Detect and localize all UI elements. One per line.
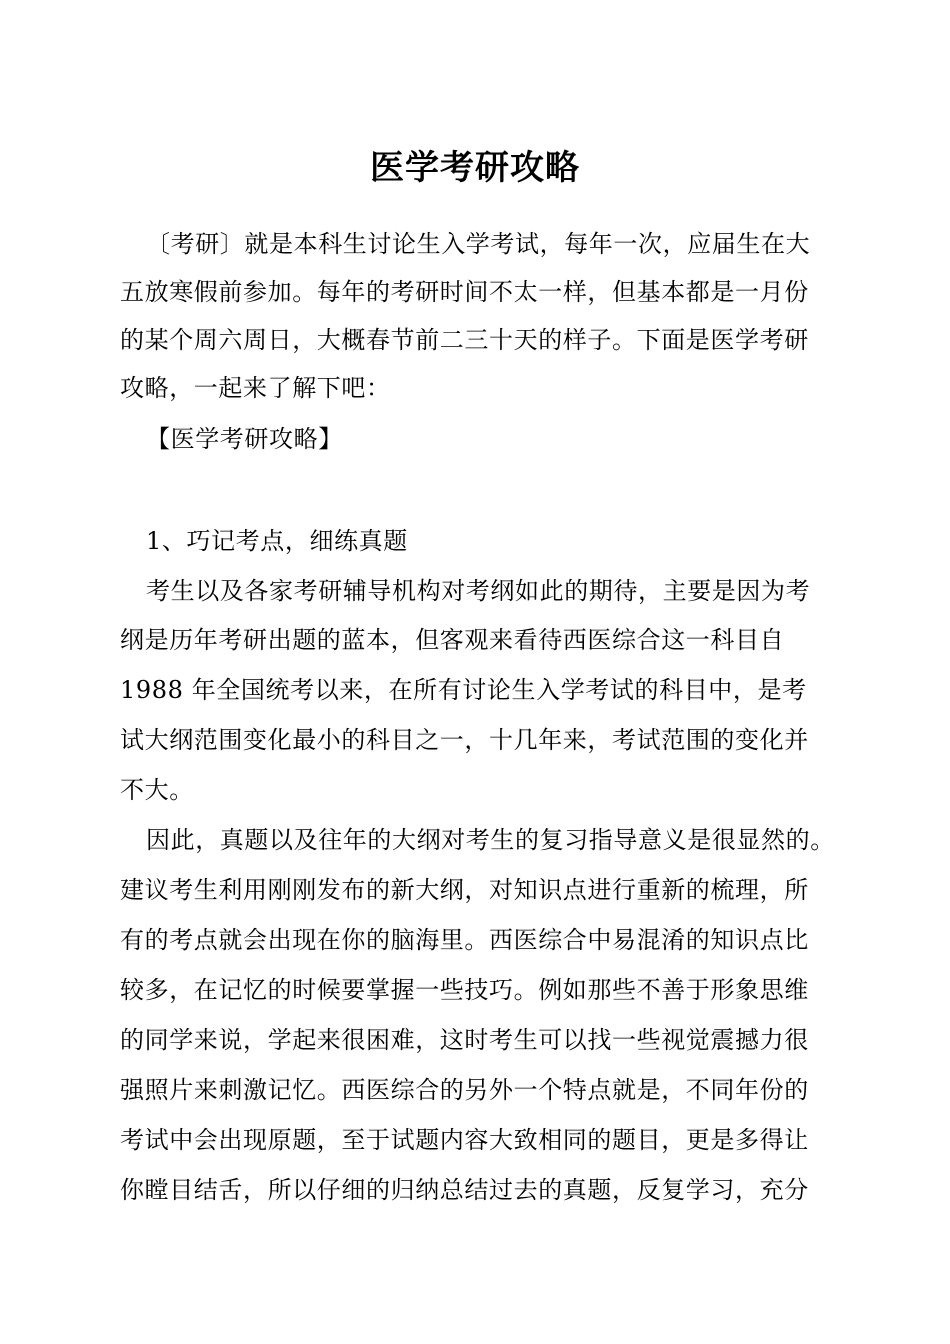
body-line: 五放寒假前参加。每年的考研时间不太一样，但基本都是一月份 (120, 278, 809, 306)
body-line: 试大纲范围变化最小的科目之一，十几年来，考试范围的变化并 (120, 726, 809, 754)
document-title: 医学考研攻略 (370, 148, 580, 188)
body-line: 你瞠目结舌，所以仔细的归纳总结过去的真题，反复学习，充分 (120, 1176, 809, 1204)
section-heading: 【医学考研攻略】 (146, 425, 343, 453)
body-line: 1988 年全国统考以来，在所有讨论生入学考试的科目中，是考 (120, 676, 807, 704)
body-line: 强照片来刺激记忆。西医综合的另外一个特点就是，不同年份的 (120, 1076, 809, 1104)
body-line: 较多，在记忆的时候要掌握一些技巧。例如那些不善于形象思维 (120, 976, 809, 1004)
body-line: 〔考研〕就是本科生讨论生入学考试，每年一次，应届生在大 (146, 230, 811, 258)
body-line: 因此，真题以及往年的大纲对考生的复习指导意义是很显然的。 (146, 826, 835, 854)
body-line: 纲是历年考研出题的蓝本，但客观来看待西医综合这一科目自 (120, 626, 785, 654)
body-line: 建议考生利用刚刚发布的新大纲，对知识点进行重新的梳理，所 (120, 876, 809, 904)
body-line: 考试中会出现原题，至于试题内容大致相同的题目，更是多得让 (120, 1126, 809, 1154)
body-line: 攻略，一起来了解下吧： (120, 374, 391, 402)
subsection-heading: 1、巧记考点，细练真题 (146, 527, 408, 555)
body-line: 不大。 (120, 776, 194, 804)
body-line: 考生以及各家考研辅导机构对考纲如此的期待，主要是因为考 (146, 577, 811, 605)
body-line: 有的考点就会出现在你的脑海里。西医综合中易混淆的知识点比 (120, 926, 809, 954)
body-line: 的同学来说，学起来很困难，这时考生可以找一些视觉震撼力很 (120, 1026, 809, 1054)
body-line: 的某个周六周日，大概春节前二三十天的样子。下面是医学考研 (120, 326, 809, 354)
